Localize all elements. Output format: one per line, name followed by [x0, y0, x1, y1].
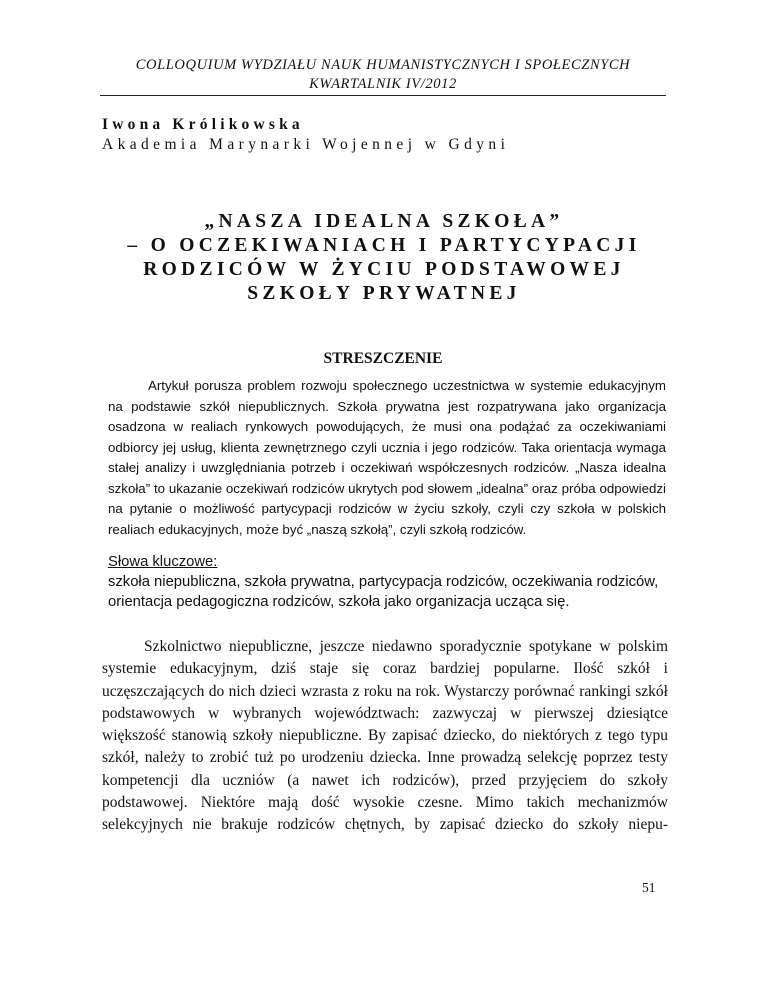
article-title	[100, 210, 668, 306]
title-line-1: „NASZA IDEALNA SZKOŁA”	[204, 211, 564, 232]
abstract-heading: STRESZCZENIE	[323, 350, 443, 367]
header-rule	[100, 95, 666, 96]
body-text	[102, 636, 668, 837]
keywords-text: szkoła niepubliczna, szkoła prywatna, partycypacja rodziców, oczekiwania rodziców, orientacja pedagogiczna rodziców, szkoła jako organizacja ucząca się.	[108, 574, 659, 610]
journal-header-line-1: COLLOQUIUM WYDZIAŁU NAUK HUMANISTYCZNYCH I SPOŁECZNYCH	[135, 57, 631, 73]
title-line-2: – O OCZEKIWANIACH I PARTYCYPACJI	[127, 235, 641, 256]
journal-header	[100, 56, 666, 94]
journal-header-line-2: KWARTALNIK IV/2012	[309, 76, 457, 92]
title-line-3: RODZICÓW W ŻYCIU PODSTAWOWEJ	[143, 259, 625, 280]
abstract-text: Artykuł porusza problem rozwoju społecznego uczestnictwa w systemie edukacyjnym na podstawie szkół niepublicznych. Szkoła prywatna jest rozpatrywana jako organizacja osadzona w realiach rynkowych powodujących, że musi ona podążać za oczekiwaniami odbiorcy jej usług, klienta zewnętrznego czyli ucznia i jego rodziców. Taka orientacja wymaga stałej analizy i uwzględniania potrzeb i oczekiwań współczesnych rodziców. „Nasza idealna szkoła” to ukazanie oczekiwań rodziców ukrytych pod słowem „idealna” oraz próba odpowiedzi na pytanie o możliwość partycypacji rodziców w życiu szkoły, czyli czy szkoła w polskich realiach edukacyjnych, może być „naszą szkołą”, czyli szkołą rodziców.	[108, 378, 666, 537]
page-number: 51	[642, 880, 656, 895]
author-block	[102, 115, 509, 155]
keywords-label: Słowa kluczowe:	[108, 554, 218, 570]
author-name: Iwona Królikowska	[102, 116, 304, 133]
title-line-4: SZKOŁY PRYWATNEJ	[247, 283, 521, 304]
body-paragraph: Szkolnictwo niepubliczne, jeszcze niedawno sporadycznie spotykane w polskim systemie edukacyjnym, dziś staje się coraz bardziej popularne. Ilość szkół i uczęszczających do nich dzieci wzrasta z roku na rok. Wystarczy porównać rankingi szkół podstawowych w wybranych województwach: zazwyczaj w pierwszej dziesiątce większość stanowią szkoły niepubliczne. By zapisać dziecko, do niektórych z tego typu szkół, należy to zrobić tuż po urodzeniu dziecka. Inne prowadzą selekcję poprzez testy kompetencji dla uczniów (a nawet ich rodziców), przed przyjęciem do szkoły podstawowej. Niektóre mają dość wysokie czesne. Mimo takich mechanizmów selekcyjnych nie brakuje rodziców chętnych, by zapisać dziecko do szkoły niepu-	[102, 638, 668, 834]
abstract	[108, 376, 666, 540]
author-affiliation: Akademia Marynarki Wojennej w Gdyni	[102, 136, 510, 153]
keywords	[108, 552, 668, 612]
